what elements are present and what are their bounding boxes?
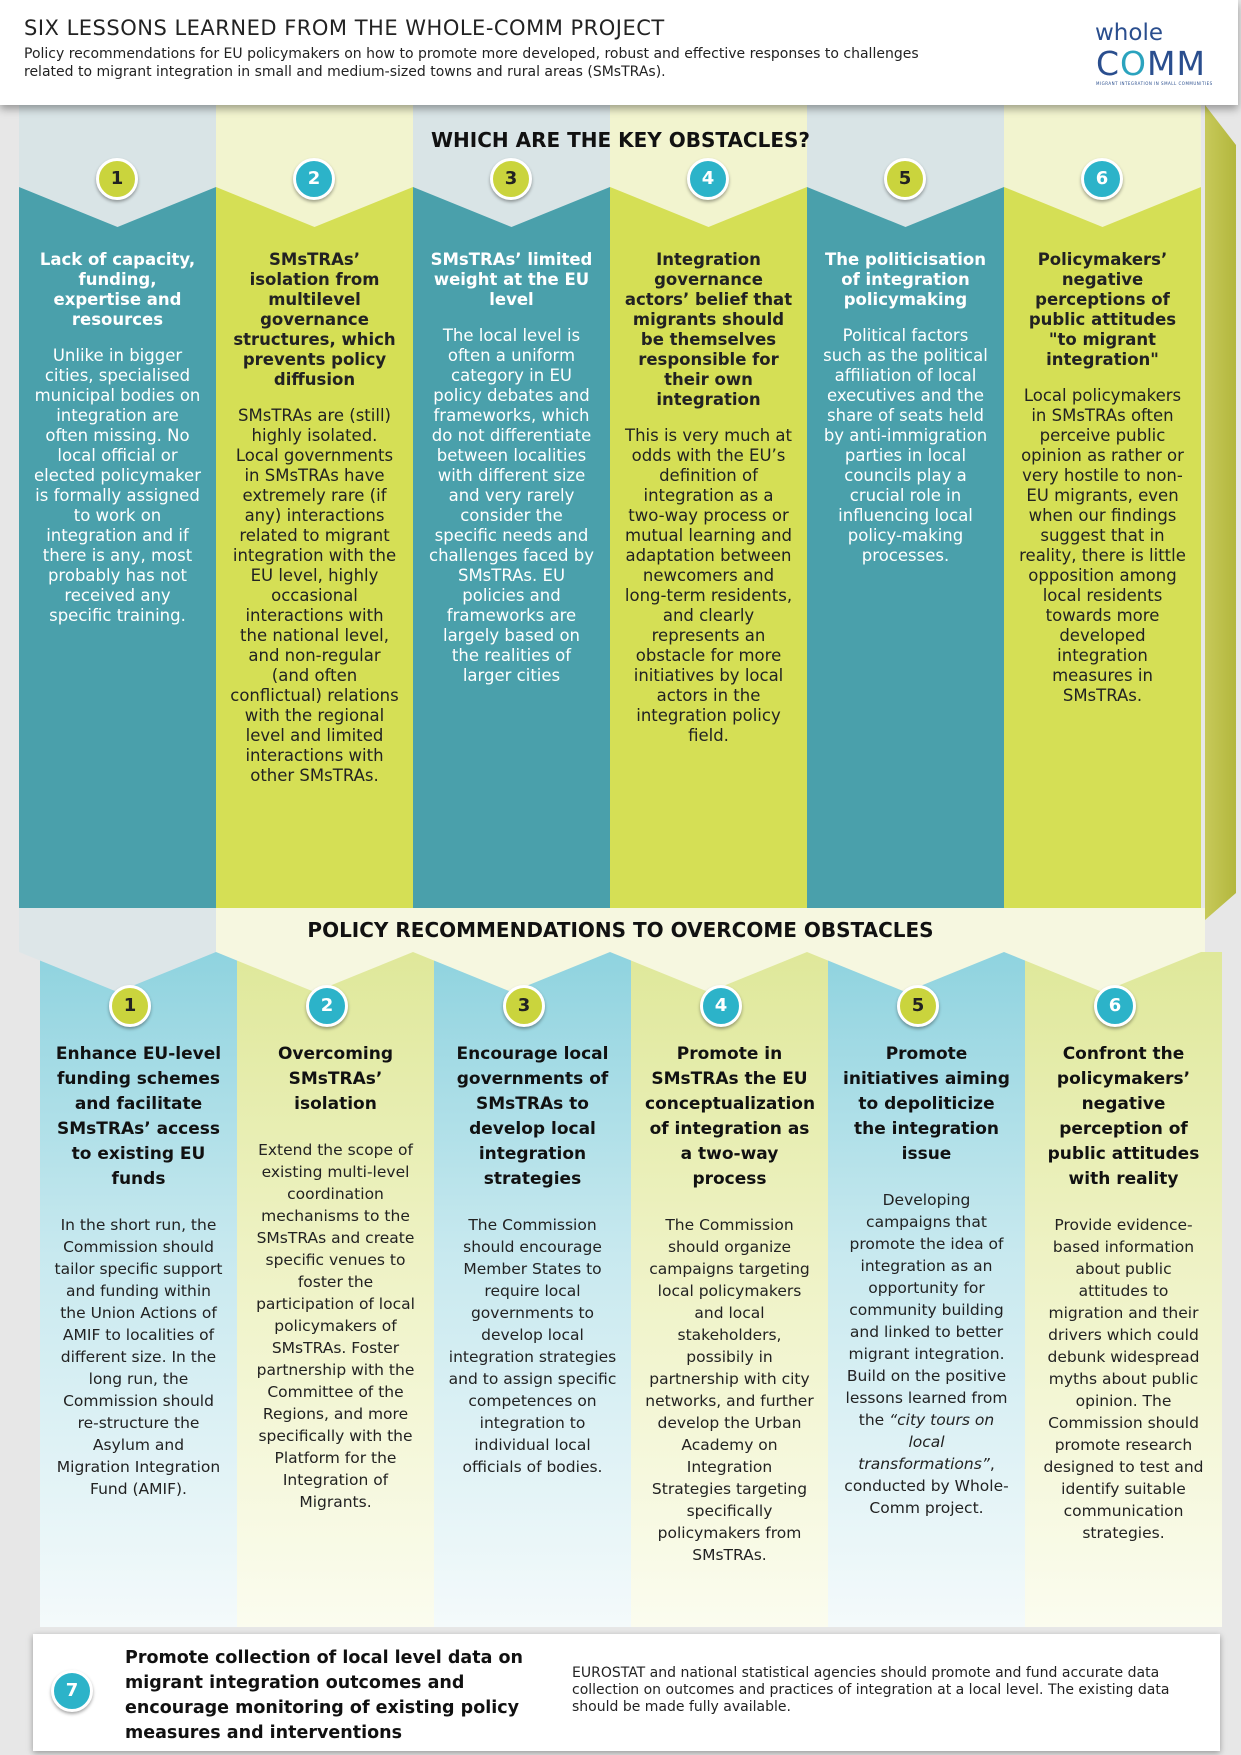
logo-word-whole: whole [1095,20,1164,46]
recommendation-column-2 [237,952,434,1627]
recommendation-title: Enhance EU-level funding schemes and facilitate SMsTRAs’ access to existing EU funds [55,1044,222,1189]
obstacle-column-6 [1004,105,1201,920]
recommendation-body: In the short run, the Commission should tailor specific support and funding within the Union Actions of AMIF to localities of different size. In the long run, the Commission should re-structure the Asylum and Migration Integration Fund (AMIF). [54,1216,223,1498]
header [0,0,1238,105]
recommendation-number-badge: 5 [897,985,939,1027]
obstacles-section [19,105,1205,920]
obstacle-column-1 [19,105,216,920]
recommendation-body: The Commission should encourage Member States to require local governments to develop local integration strategies and to assign specific competences on integration to individual local officials of bodies. [448,1216,617,1476]
logo-word-comm: COMM [1096,44,1206,83]
obstacle-column-3 [413,105,610,920]
recommendation-body: Extend the scope of existing multi-level coordination mechanisms to the SMsTRAs and create specific venues to foster the participation of local policymakers of SMsTRAs. Foster partnership with the Committee of the Regions, and more specifically with the Platform for the Integration of Migrants. [256,1141,415,1511]
recommendation-body: The Commission should organize campaigns targeting local policymakers and local stakeholders, possibily in partnership with city networks, and further develop the Urban Academy on Integration Strategies targeting specifically policymakers from SMsTRAs. [645,1216,814,1564]
recommendation-title: Overcoming SMsTRAs’ isolation [277,1044,393,1114]
recommendation-title: Promote in SMsTRAs the EU conceptualization of integration as a two-way process [645,1044,816,1189]
obstacle-title: SMsTRAs’ isolation from multilevel governance structures, which prevents policy diffusion [233,250,396,389]
recommendation-number-badge: 2 [306,985,348,1027]
whole-comm-logo [1090,18,1220,88]
obstacle-number-badge: 3 [490,158,532,200]
obstacle-number-badge: 6 [1081,158,1123,200]
column-side-shadow [1205,105,1236,920]
recommendation-column-4 [631,952,828,1627]
recommendation-number-badge: 3 [503,985,545,1027]
obstacle-body: This is very much at odds with the EU’s definition of integration as a two-way process or mutual learning and adaptation between newcomers and long-term residents, and clearly represents an obstacle for more initiatives by local actors in the integration policy field. [624,426,793,745]
recommendation-7-box [33,1634,1220,1751]
obstacle-number-badge: 4 [687,158,729,200]
recommendation-number-badge: 4 [700,985,742,1027]
recommendation-body: Provide evidence-based information about public attitudes to migration and their drivers which could debunk widespread myths about public opinion. The Commission should promote research designed to test and identify suitable communication strategies. [1043,1216,1204,1542]
recommendations-heading: POLICY RECOMMENDATIONS TO OVERCOME OBSTACLES [307,918,934,942]
recommendation-title: Encourage local governments of SMsTRAs to develop local integration strategies [456,1044,609,1189]
recommendation-body: Developing campaigns that promote the idea of integration as an opportunity for community building and linked to better migrant integration. Build on the positive lessons learned from the “city tours on local transformations”, conducted by Whole-Comm project. [844,1191,1009,1517]
obstacle-body: Political factors such as the political affiliation of local executives and the share of seats held by anti-immigration parties in local councils play a crucial role in influencing local policy-making processes. [823,326,988,565]
obstacle-body: SMsTRAs are (still) highly isolated. Local governments in SMsTRAs have extremely rare (if any) interactions related to migrant integration with the EU level, highly occasional interactions with the national level, and non-regular (and often conflictual) relations with the regional level and limited interactions with other SMsTRAs. [230,406,399,785]
obstacle-number-badge: 5 [884,158,926,200]
recommendation-title: Promote collection of local level data on migrant integration outcomes and encourage monitoring of existing policy measures and interventions [125,1648,523,1743]
obstacle-column-2 [216,105,413,920]
page-subtitle: Policy recommendations for EU policymakers on how to promote more developed, robust and effective responses to challenges related to migrant integration in small and medium-sized towns and rural areas (SMsTRAs). [24,46,919,80]
obstacle-title: Lack of capacity, funding, expertise and resources [39,250,196,329]
obstacle-column-5 [807,105,1004,920]
obstacle-title: Integration governance actors’ belief that migrants should be themselves responsible for their own integration [624,250,793,409]
obstacles-heading: WHICH ARE THE KEY OBSTACLES? [430,128,811,152]
obstacle-body: Unlike in bigger cities, specialised municipal bodies on integration are often missing. No local official or elected policymaker is formally assigned to work on integration and if there is any, most probably has not received any specific training. [34,346,201,625]
obstacle-body: Local policymakers in SMsTRAs often perceive public opinion as rather or very hostile to non-EU migrants, even when our findings suggest that in reality, there is little opposition among local residents towards more developed integration measures in SMsTRAs. [1019,386,1186,705]
recommendation-column-5 [828,952,1025,1627]
obstacle-title: The politicisation of integration policymaking [825,250,986,309]
recommendation-column-6 [1025,952,1222,1627]
obstacle-body: The local level is often a uniform category in EU policy debates and frameworks, which do not differentiate between localities with different size and very rarely consider the specific needs and challenges faced by SMsTRAs. EU policies and frameworks are largely based on the realities of larger cities [429,326,594,685]
recommendation-body: EUROSTAT and national statistical agencies should promote and fund accurate data collection on outcomes and practices of integration at a local level. The existing data should be made fully available. [572,1665,1170,1715]
recommendation-number-badge: 1 [109,985,151,1027]
obstacle-number-badge: 2 [293,158,335,200]
obstacle-column-4 [610,105,807,920]
recommendation-column-3 [434,952,631,1627]
recommendation-title: Promote initiatives aiming to depoliticize the integration issue [843,1044,1010,1164]
obstacle-number-badge: 1 [96,158,138,200]
page-title: SIX LESSONS LEARNED FROM THE WHOLE-COMM PROJECT [24,16,665,40]
recommendation-column-1 [40,952,237,1627]
logo-tagline: MIGRANT INTEGRATION IN SMALL COMMUNITIES [1096,81,1213,86]
obstacle-title: Policymakers’ negative perceptions of public attitudes "to migrant integration" [1028,250,1177,369]
obstacle-title: SMsTRAs’ limited weight at the EU level [430,250,593,309]
recommendation-title: Confront the policymakers’ negative perception of public attitudes with reality [1047,1044,1200,1189]
recommendation-number-badge: 7 [51,1670,93,1712]
recommendation-number-badge: 6 [1094,985,1136,1027]
